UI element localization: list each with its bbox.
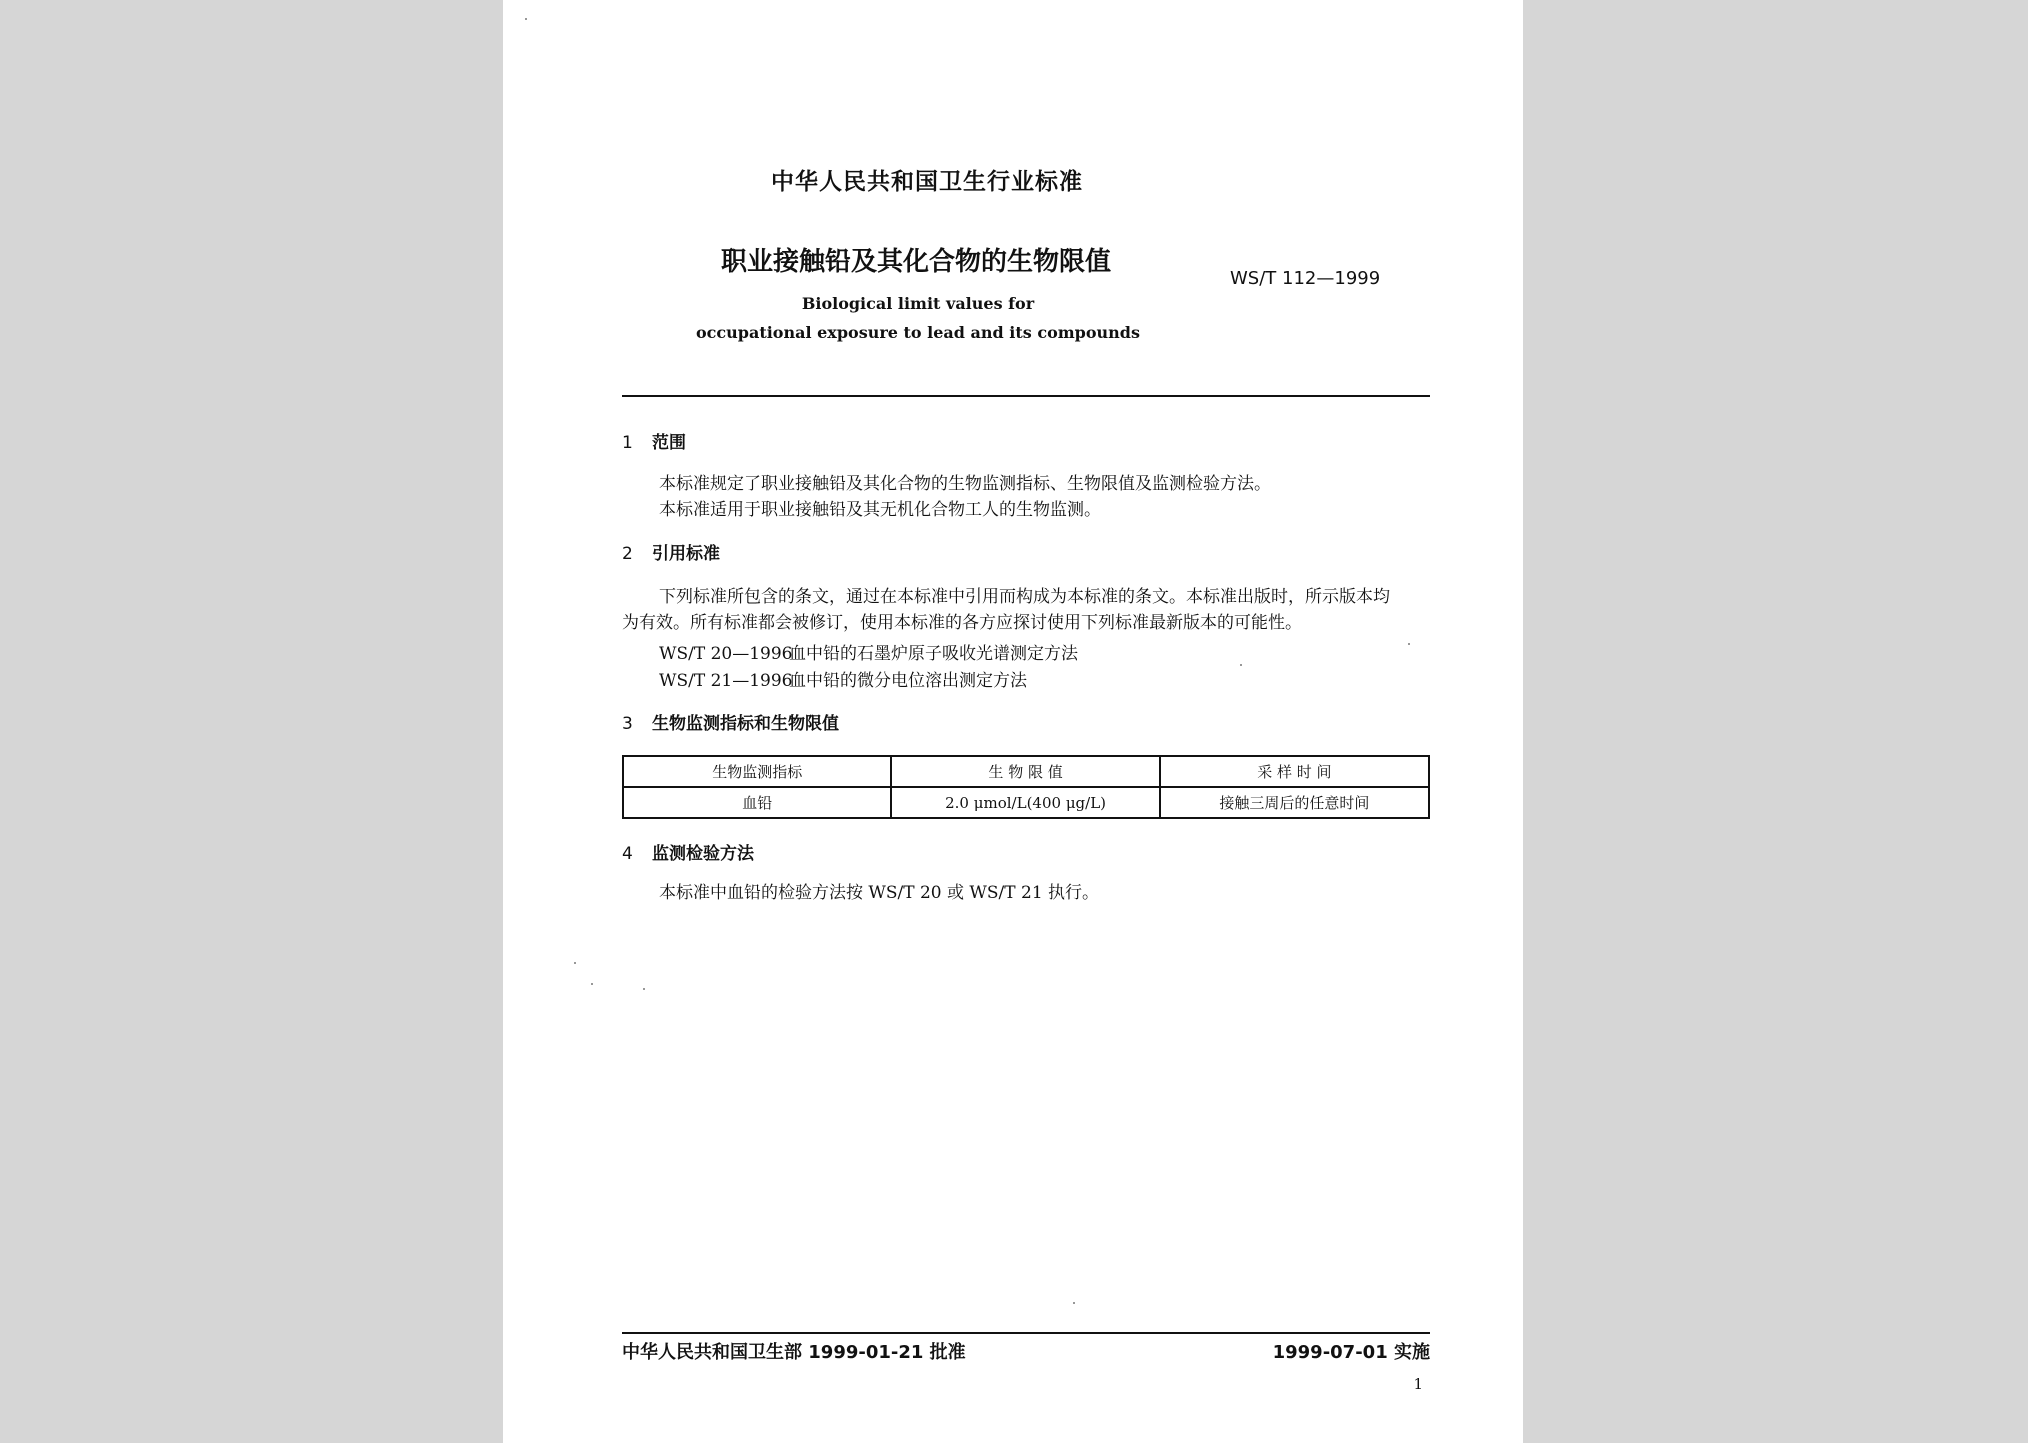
scan-speck — [643, 988, 645, 990]
section-2-title: 引用标准 — [652, 544, 720, 564]
approval-line: 中华人民共和国卫生部 1999-01-21 批准 — [622, 1342, 966, 1363]
table-header-cell: 采 样 时 间 — [1160, 756, 1429, 787]
top-divider — [622, 395, 1430, 397]
section-1-heading — [622, 428, 686, 453]
table-header-row — [623, 756, 1429, 787]
table-header-cell: 生 物 限 值 — [891, 756, 1159, 787]
section-4-heading — [622, 839, 754, 864]
section-3-heading — [622, 709, 839, 734]
scan-speck — [1073, 1302, 1075, 1304]
section-2-para-line-2: 为有效。所有标准都会被修订，使用本标准的各方应探讨使用下列标准最新版本的可能性。 — [622, 613, 1302, 633]
reference-code: WS/T 21—1996 — [659, 671, 793, 691]
bottom-divider — [622, 1332, 1430, 1334]
scan-speck — [591, 983, 593, 985]
table-header-cell: 生物监测指标 — [623, 756, 891, 787]
section-4-title: 监测检验方法 — [652, 844, 754, 864]
section-2-heading — [622, 539, 720, 564]
table-row — [623, 787, 1429, 818]
reference-code: WS/T 20—1996 — [659, 644, 793, 664]
section-4-para-1: 本标准中血铅的检验方法按 WS/T 20 或 WS/T 21 执行。 — [659, 883, 1100, 903]
reference-title: 血中铅的微分电位溶出测定方法 — [789, 671, 1027, 691]
section-3-title: 生物监测指标和生物限值 — [652, 714, 839, 734]
scan-speck — [1240, 664, 1242, 666]
standard-header: 中华人民共和国卫生行业标准 — [771, 169, 1083, 195]
page-number: 1 — [1413, 1375, 1423, 1393]
scan-speck — [1408, 643, 1410, 645]
reference-title: 血中铅的石墨炉原子吸收光谱测定方法 — [789, 644, 1078, 664]
section-1-para-2: 本标准适用于职业接触铅及其无机化合物工人的生物监测。 — [659, 500, 1101, 520]
effective-date-line: 1999-07-01 实施 — [1272, 1342, 1430, 1363]
table-cell: 血铅 — [623, 787, 891, 818]
scan-speck — [574, 962, 576, 964]
biological-limits-table — [622, 755, 1430, 819]
section-1-para-1: 本标准规定了职业接触铅及其化合物的生物监测指标、生物限值及监测检验方法。 — [659, 474, 1271, 494]
reference-item — [659, 666, 1027, 691]
standard-code: WS/T 112—1999 — [1230, 268, 1381, 289]
document-page — [503, 0, 1523, 1443]
reference-item — [659, 639, 1078, 664]
table-cell: 2.0 μmol/L(400 μg/L) — [891, 787, 1159, 818]
section-2-para-line-1: 下列标准所包含的条文，通过在本标准中引用而构成为本标准的条文。本标准出版时，所示版本均 — [659, 587, 1390, 607]
title-english-line2: occupational exposure to lead and its compounds — [695, 323, 1140, 342]
section-2-number: 2 — [622, 544, 633, 564]
section-1-title: 范围 — [652, 433, 686, 453]
table-cell: 接触三周后的任意时间 — [1160, 787, 1429, 818]
title-chinese: 职业接触铅及其化合物的生物限值 — [721, 247, 1112, 277]
section-4-number: 4 — [622, 844, 633, 864]
scan-speck — [525, 18, 527, 20]
section-1-number: 1 — [622, 433, 633, 453]
section-3-number: 3 — [622, 714, 633, 734]
title-english-line1: Biological limit values for — [801, 294, 1035, 313]
